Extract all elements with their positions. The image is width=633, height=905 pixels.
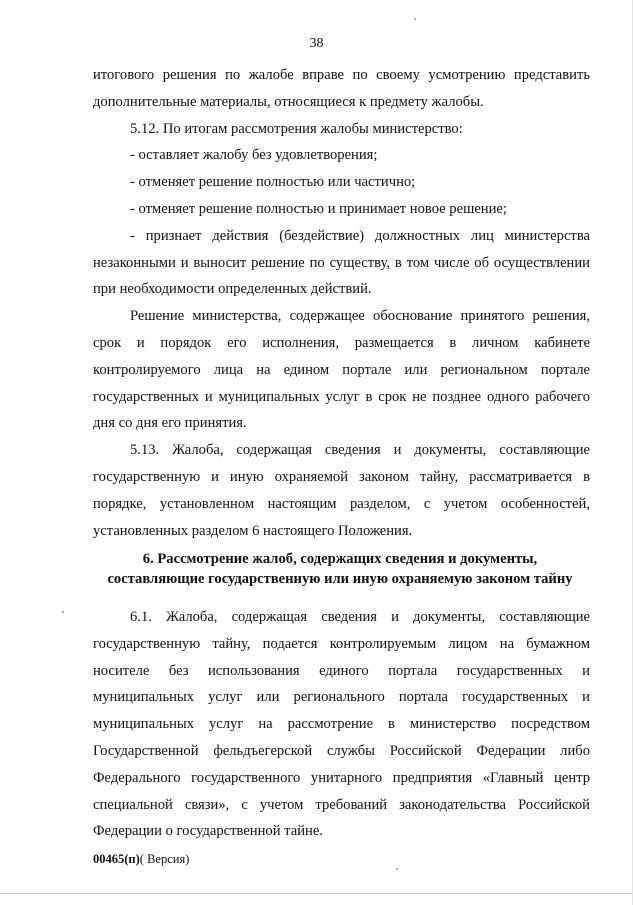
- paragraph-6-1: 6.1. Жалоба, содержащая сведения и документы, составляющие государственную тайну, подается контролируемым лицом на бумажном носителе без использования единого портала государственных и муниципальных услуг или регионального портала государственных и муниципальных услуг на рассмотрение в министерство посредством Государственной фельдъегерской службы Российской Федерации либо Федерального государственного унитарного предприятия «Главный центр специальной связи», с учетом требований законодательства Российской Федерации о государственной тайне.: [93, 609, 590, 840]
- scan-speck: [396, 868, 398, 870]
- list-item-cancel-new: - отменяет решение полностью и принимает новое решение;: [130, 200, 507, 217]
- scan-edge-line: [0, 893, 633, 894]
- paragraph-decision: Решение министерства, содержащее обоснование принятого решения, срок и порядок его исполнения, размещается в личном кабинете контролируемого лица на едином портале или региональном портале государственных и муниципальных услуг в срок не позднее одного рабочего дня со дня его принятия.: [93, 308, 590, 432]
- list-item-reject: - оставляет жалобу без удовлетворения;: [130, 147, 378, 164]
- body-text-bottom: [93, 604, 590, 845]
- paragraph-continuation: итогового решения по жалобе вправе по своему усмотрению представить дополнительные материалы, относящиеся к предмету жалобы.: [93, 67, 590, 110]
- section-heading: [60, 549, 620, 589]
- document-footer: [93, 852, 189, 867]
- list-item-illegal: - признает действия (бездействие) должностных лиц министерства незаконными и выносит решение по существу, в том числе об осуществлении при необходимости определенных действий.: [93, 227, 590, 298]
- list-item-cancel-partial: - отменяет решение полностью или частично;: [130, 174, 416, 191]
- paragraph-5-13: 5.13. Жалоба, содержащая сведения и документы, составляющие государственную и иную охраняемой законом тайну, рассматривается в порядке, установленном настоящим разделом, с учетом особенностей, установленных разделом 6 настоящего Положения.: [93, 442, 590, 539]
- scan-speck: [62, 611, 64, 613]
- page-number: 38: [309, 36, 324, 51]
- section-heading-line-2: составляющие государственную или иную охраняемую законом тайну: [107, 571, 573, 587]
- document-code: 00465(п): [93, 852, 140, 866]
- paragraph-5-12: 5.12. По итогам рассмотрения жалобы министерство:: [130, 120, 463, 137]
- body-text-top: [93, 62, 590, 544]
- section-heading-line-1: 6. Рассмотрение жалоб, содержащих сведения и документы,: [142, 551, 538, 567]
- scan-speck: [414, 18, 416, 20]
- version-label: ( Версия): [139, 852, 190, 866]
